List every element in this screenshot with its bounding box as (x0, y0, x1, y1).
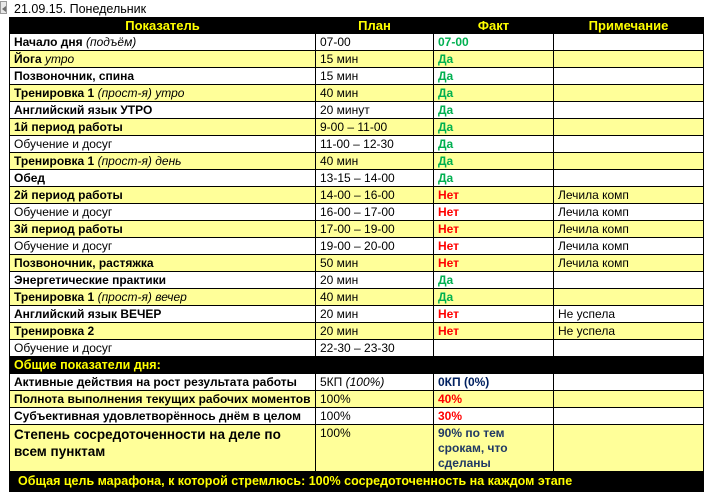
note-cell[interactable]: Лечила комп (554, 221, 704, 238)
plan-cell[interactable] (316, 255, 434, 272)
plan-value: 20 минут (320, 103, 370, 117)
table-row (10, 187, 704, 204)
indicator-cell[interactable] (10, 391, 316, 408)
plan-value: 17-00 – 19-00 (320, 222, 395, 236)
note-cell[interactable]: Лечила комп (554, 255, 704, 272)
plan-value: 40 мин (320, 154, 359, 168)
indicator-label: Обучение и досуг (14, 205, 113, 219)
table-row (10, 51, 704, 68)
table-row (10, 391, 704, 408)
plan-value: 11-00 – 12-30 (320, 137, 394, 151)
table-row (10, 85, 704, 102)
plan-cell[interactable] (316, 102, 434, 119)
indicator-label-suffix: (прост-я) утро (97, 86, 185, 100)
col-header-plan[interactable]: План (316, 18, 434, 34)
plan-cell[interactable] (316, 323, 434, 340)
indicator-cell[interactable] (10, 34, 316, 51)
fact-cell[interactable]: Да (434, 102, 554, 119)
fact-cell[interactable]: Да (434, 119, 554, 136)
fact-cell[interactable] (434, 340, 554, 357)
indicator-label: Позвоночник, растяжка (14, 256, 154, 270)
note-cell[interactable] (554, 391, 704, 408)
header-row (10, 18, 704, 34)
note-cell[interactable]: Лечила комп (554, 204, 704, 221)
indicator-label: Обед (14, 171, 46, 185)
note-cell[interactable] (554, 272, 704, 289)
plan-cell[interactable] (316, 34, 434, 51)
indicator-cell[interactable] (10, 272, 316, 289)
indicator-label: Позвоночник, спина (14, 69, 135, 83)
plan-value: 13-15 – 14-00 (320, 171, 395, 185)
fact-cell[interactable]: Да (434, 272, 554, 289)
table-row (10, 408, 704, 425)
note-cell[interactable] (554, 85, 704, 102)
table-row (10, 289, 704, 306)
indicator-cell[interactable] (10, 153, 316, 170)
indicator-label-suffix: утро (44, 52, 75, 66)
indicator-label: 1й период работы (14, 120, 123, 134)
indicator-label: Тренировка 1 (14, 154, 95, 168)
table-row (10, 306, 704, 323)
indicator-label: Энергетические практики (14, 273, 166, 287)
goal-banner-text[interactable]: Общая цель марафона, к которой стремлюсь: 100% сосредоточенность на каждом этапе (10, 472, 704, 492)
plan-value: 14-00 – 16-00 (320, 188, 395, 202)
plan-value: 15 мин (320, 69, 359, 83)
fact-cell[interactable]: Нет (434, 306, 554, 323)
plan-cell[interactable] (316, 391, 434, 408)
fact-cell[interactable]: 30% (434, 408, 554, 425)
plan-cell[interactable] (316, 221, 434, 238)
indicator-label: Обучение и досуг (14, 137, 113, 151)
indicator-label-suffix: (подъём) (86, 35, 137, 49)
indicator-cell[interactable] (10, 170, 316, 187)
plan-cell[interactable] (316, 85, 434, 102)
indicator-label: Тренировка 1 (14, 86, 95, 100)
note-cell[interactable] (554, 425, 704, 472)
indicator-label-suffix: (прост-я) день (97, 154, 182, 168)
table-row (10, 255, 704, 272)
indicator-label: Обучение и досуг (14, 239, 113, 253)
fact-cell[interactable]: Да (434, 170, 554, 187)
indicator-label: Степень сосредоточенности на деле по всем пунктам (14, 427, 281, 459)
plan-value: 40 мин (320, 290, 359, 304)
indicator-cell[interactable] (10, 289, 316, 306)
fact-cell[interactable]: Да (434, 51, 554, 68)
fact-cell[interactable]: Да (434, 68, 554, 85)
indicator-cell[interactable] (10, 102, 316, 119)
table-row (10, 323, 704, 340)
fact-cell[interactable]: Да (434, 289, 554, 306)
day-schedule-table (9, 17, 704, 492)
table-row (10, 425, 704, 472)
plan-cell[interactable] (316, 289, 434, 306)
indicator-label: Английский язык ВЕЧЕР (14, 307, 162, 321)
indicator-label: Тренировка 1 (14, 290, 95, 304)
fact-cell[interactable]: 90% по тем срокам, что сделаны (434, 425, 554, 472)
table-body (10, 34, 704, 492)
indicator-cell[interactable] (10, 255, 316, 272)
indicator-label: Начало дня (14, 35, 83, 49)
fact-cell[interactable]: 40% (434, 391, 554, 408)
table-row (10, 34, 704, 51)
plan-cell[interactable] (316, 170, 434, 187)
note-cell[interactable] (554, 68, 704, 85)
indicator-cell[interactable] (10, 51, 316, 68)
indicator-cell[interactable] (10, 323, 316, 340)
indicator-cell[interactable] (10, 408, 316, 425)
note-cell[interactable]: Лечила комп (554, 187, 704, 204)
table-row (10, 170, 704, 187)
plan-value: 20 мин (320, 273, 359, 287)
note-cell[interactable] (554, 408, 704, 425)
plan-cell[interactable] (316, 119, 434, 136)
plan-value-italic: (100%) (345, 375, 385, 389)
col-header-note[interactable]: Примечание (554, 18, 704, 34)
note-cell[interactable] (554, 34, 704, 51)
note-cell[interactable] (554, 153, 704, 170)
note-cell[interactable] (554, 119, 704, 136)
indicator-cell[interactable] (10, 136, 316, 153)
plan-cell[interactable] (316, 153, 434, 170)
indicator-cell[interactable] (10, 425, 316, 472)
plan-cell[interactable] (316, 238, 434, 255)
indicator-cell[interactable] (10, 221, 316, 238)
table-row (10, 102, 704, 119)
indicator-label: 2й период работы (14, 188, 123, 202)
indicator-label: 3й период работы (14, 222, 123, 236)
plan-cell[interactable] (316, 51, 434, 68)
note-cell[interactable] (554, 170, 704, 187)
fact-cell[interactable]: Нет (434, 221, 554, 238)
fact-cell[interactable]: Нет (434, 255, 554, 272)
indicator-label: Йога (14, 52, 42, 66)
indicator-cell[interactable] (10, 187, 316, 204)
plan-cell[interactable] (316, 204, 434, 221)
indicator-cell[interactable] (10, 238, 316, 255)
plan-value: 40 мин (320, 86, 359, 100)
note-cell[interactable] (554, 289, 704, 306)
indicator-label: Английский язык УТРО (14, 103, 153, 117)
table-row (10, 272, 704, 289)
fact-cell[interactable]: Нет (434, 204, 554, 221)
fact-cell[interactable]: Да (434, 136, 554, 153)
plan-value: 07-00 (320, 35, 351, 49)
plan-value: 19-00 – 20-00 (320, 239, 395, 253)
plan-value: 20 мин (320, 324, 359, 338)
indicator-label-suffix: (прост-я) вечер (97, 290, 187, 304)
plan-value: 100% (320, 426, 351, 440)
note-cell[interactable]: Не успела (554, 306, 704, 323)
indicator-cell[interactable] (10, 68, 316, 85)
plan-value: 100% (320, 409, 351, 423)
scroll-arrow-icon[interactable] (0, 1, 7, 14)
fact-cell[interactable]: Да (434, 153, 554, 170)
plan-cell[interactable] (316, 187, 434, 204)
note-cell[interactable] (554, 102, 704, 119)
note-cell[interactable] (554, 136, 704, 153)
fact-cell[interactable]: Нет (434, 323, 554, 340)
plan-cell[interactable] (316, 425, 434, 472)
note-cell[interactable] (554, 51, 704, 68)
table-row (10, 204, 704, 221)
indicator-cell[interactable] (10, 119, 316, 136)
plan-value: 16-00 – 17-00 (320, 205, 395, 219)
indicator-label: Обучение и досуг (14, 341, 113, 355)
indicator-cell[interactable] (10, 374, 316, 391)
plan-cell[interactable] (316, 136, 434, 153)
table-row (10, 374, 704, 391)
indicator-label: Тренировка 2 (14, 324, 95, 338)
note-cell[interactable]: Лечила комп (554, 238, 704, 255)
indicator-label: Активные действия на рост результата работы (14, 375, 297, 389)
plan-value: 9-00 – 11-00 (320, 120, 388, 134)
plan-cell[interactable] (316, 340, 434, 357)
table-row (10, 68, 704, 85)
col-header-fact[interactable]: Факт (434, 18, 554, 34)
note-cell[interactable] (554, 374, 704, 391)
indicator-cell[interactable] (10, 340, 316, 357)
indicator-label: Полнота выполнения текущих рабочих моментов (14, 392, 311, 406)
indicator-cell[interactable] (10, 306, 316, 323)
note-cell[interactable] (554, 340, 704, 357)
plan-cell[interactable] (316, 408, 434, 425)
indicator-label: Субъективная удовлетворённось днём в целом (14, 409, 301, 423)
plan-value: 20 мин (320, 307, 359, 321)
date-title: 21.09.15. Понедельник (14, 1, 147, 16)
plan-cell[interactable] (316, 374, 434, 391)
plan-value: 15 мин (320, 52, 359, 66)
col-header-indicator[interactable]: Показатель (10, 18, 316, 34)
table-row (10, 340, 704, 357)
plan-cell[interactable] (316, 68, 434, 85)
table-row (10, 136, 704, 153)
table-row (10, 221, 704, 238)
plan-cell[interactable] (316, 306, 434, 323)
fact-cell[interactable]: Нет (434, 238, 554, 255)
plan-cell[interactable] (316, 272, 434, 289)
indicator-cell[interactable] (10, 204, 316, 221)
fact-cell[interactable]: Да (434, 85, 554, 102)
section-header-text[interactable]: Общие показатели дня: (10, 357, 704, 374)
plan-value: 5КП (320, 375, 343, 389)
plan-value: 100% (320, 392, 351, 406)
table-row (10, 119, 704, 136)
plan-value: 50 мин (320, 256, 359, 270)
note-cell[interactable]: Не успела (554, 323, 704, 340)
indicator-cell[interactable] (10, 85, 316, 102)
fact-cell[interactable]: 0КП (0%) (434, 374, 554, 391)
table-row (10, 238, 704, 255)
section-header-row (10, 357, 704, 374)
table-row (10, 153, 704, 170)
goal-banner-row (10, 472, 704, 492)
fact-cell[interactable]: Нет (434, 187, 554, 204)
fact-cell[interactable]: 07-00 (434, 34, 554, 51)
plan-value: 22-30 – 23-30 (320, 341, 395, 355)
sheet-title-row (0, 0, 706, 17)
